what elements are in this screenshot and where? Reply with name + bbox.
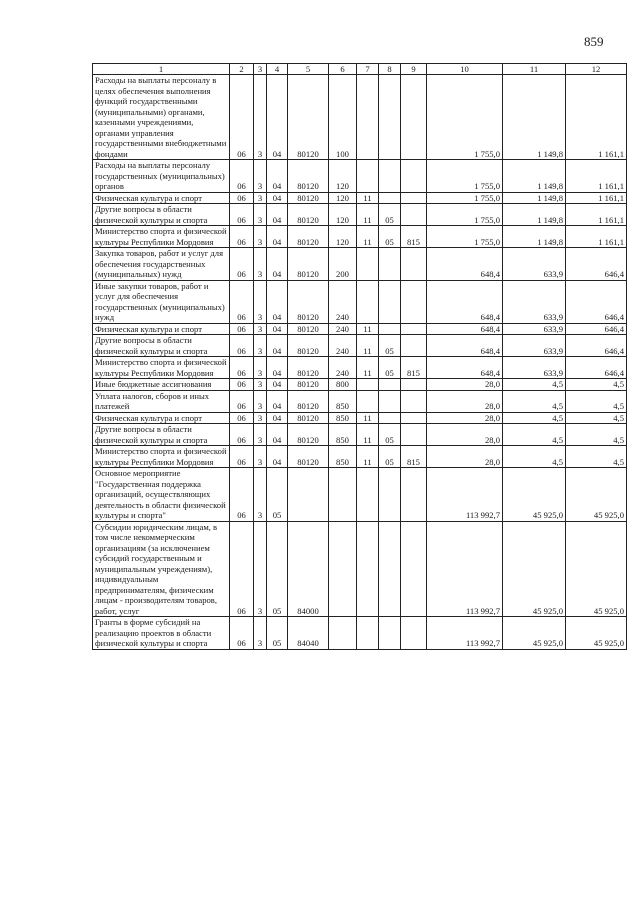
code-cell: 04 [267, 160, 288, 193]
amount-cell: 113 992,7 [427, 468, 503, 522]
amount-cell: 45 925,0 [566, 521, 627, 617]
amount-cell: 1 161,1 [566, 160, 627, 193]
code-cell: 04 [267, 335, 288, 357]
code-cell [401, 412, 427, 424]
budget-table [92, 63, 627, 650]
code-cell: 05 [379, 204, 401, 226]
code-cell: 84000 [288, 521, 329, 617]
amount-cell: 28,0 [427, 379, 503, 391]
code-cell [401, 521, 427, 617]
code-cell: 3 [254, 446, 267, 468]
amount-cell: 4,5 [503, 446, 566, 468]
amount-cell: 28,0 [427, 424, 503, 446]
code-cell: 06 [230, 280, 254, 323]
amount-cell: 633,9 [503, 335, 566, 357]
code-cell [401, 468, 427, 522]
code-cell: 06 [230, 75, 254, 160]
code-cell: 800 [329, 379, 357, 391]
row-label: Физическая культура и спорт [93, 323, 230, 335]
code-cell: 06 [230, 335, 254, 357]
amount-cell: 646,4 [566, 357, 627, 379]
amount-cell: 633,9 [503, 323, 566, 335]
code-cell: 06 [230, 446, 254, 468]
code-cell: 04 [267, 75, 288, 160]
code-cell: 06 [230, 468, 254, 522]
code-cell: 3 [254, 379, 267, 391]
code-cell: 05 [267, 521, 288, 617]
code-cell: 3 [254, 75, 267, 160]
code-cell: 06 [230, 617, 254, 650]
code-cell [401, 390, 427, 412]
code-cell: 04 [267, 412, 288, 424]
code-cell: 04 [267, 226, 288, 248]
code-cell: 80120 [288, 390, 329, 412]
code-cell: 04 [267, 424, 288, 446]
row-label: Физическая культура и спорт [93, 192, 230, 204]
amount-cell: 633,9 [503, 280, 566, 323]
code-cell [401, 75, 427, 160]
table-row [93, 323, 627, 335]
amount-cell: 1 149,8 [503, 226, 566, 248]
code-cell: 80120 [288, 424, 329, 446]
table-row [93, 226, 627, 248]
amount-cell: 1 161,1 [566, 75, 627, 160]
amount-cell: 648,4 [427, 323, 503, 335]
code-cell: 11 [357, 204, 379, 226]
code-cell [401, 280, 427, 323]
code-cell: 80120 [288, 280, 329, 323]
code-cell: 05 [379, 335, 401, 357]
table-row [93, 412, 627, 424]
code-cell: 04 [267, 280, 288, 323]
column-header: 3 [254, 64, 267, 75]
amount-cell: 4,5 [566, 446, 627, 468]
code-cell [379, 390, 401, 412]
code-cell: 06 [230, 357, 254, 379]
code-cell: 05 [379, 226, 401, 248]
amount-cell: 1 149,8 [503, 204, 566, 226]
column-header: 7 [357, 64, 379, 75]
code-cell [379, 468, 401, 522]
row-label: Министерство спорта и физической культуры Республики Мордовия [93, 446, 230, 468]
column-header: 12 [566, 64, 627, 75]
code-cell [329, 521, 357, 617]
table-row [93, 468, 627, 522]
code-cell: 06 [230, 160, 254, 193]
amount-cell: 4,5 [566, 379, 627, 391]
code-cell [401, 323, 427, 335]
row-label: Закупка товаров, работ и услуг для обеспечения государственных (муниципальных) нужд [93, 248, 230, 281]
code-cell: 04 [267, 192, 288, 204]
header-row [93, 64, 627, 75]
table-row [93, 446, 627, 468]
code-cell: 100 [329, 75, 357, 160]
code-cell [357, 379, 379, 391]
code-cell: 80120 [288, 412, 329, 424]
amount-cell: 4,5 [503, 424, 566, 446]
table-row [93, 280, 627, 323]
code-cell [379, 617, 401, 650]
code-cell: 80120 [288, 160, 329, 193]
code-cell: 06 [230, 379, 254, 391]
amount-cell: 4,5 [503, 390, 566, 412]
code-cell: 06 [230, 412, 254, 424]
column-header: 9 [401, 64, 427, 75]
code-cell: 80120 [288, 335, 329, 357]
code-cell [357, 617, 379, 650]
amount-cell: 1 755,0 [427, 204, 503, 226]
code-cell [357, 521, 379, 617]
code-cell: 3 [254, 160, 267, 193]
column-header: 4 [267, 64, 288, 75]
code-cell [357, 160, 379, 193]
code-cell [379, 280, 401, 323]
code-cell: 80120 [288, 204, 329, 226]
code-cell: 815 [401, 226, 427, 248]
code-cell [379, 248, 401, 281]
code-cell [357, 280, 379, 323]
amount-cell: 4,5 [566, 412, 627, 424]
code-cell [379, 323, 401, 335]
code-cell: 04 [267, 379, 288, 391]
amount-cell: 4,5 [503, 379, 566, 391]
amount-cell: 1 755,0 [427, 226, 503, 248]
code-cell: 850 [329, 412, 357, 424]
code-cell: 815 [401, 446, 427, 468]
code-cell: 06 [230, 248, 254, 281]
amount-cell: 4,5 [566, 424, 627, 446]
code-cell [379, 412, 401, 424]
table-row [93, 617, 627, 650]
code-cell: 04 [267, 323, 288, 335]
row-label: Другие вопросы в области физической культуры и спорта [93, 204, 230, 226]
amount-cell: 1 755,0 [427, 75, 503, 160]
code-cell [357, 75, 379, 160]
code-cell [379, 160, 401, 193]
code-cell: 120 [329, 204, 357, 226]
code-cell: 3 [254, 617, 267, 650]
code-cell: 06 [230, 323, 254, 335]
code-cell: 850 [329, 390, 357, 412]
code-cell [379, 521, 401, 617]
amount-cell: 45 925,0 [503, 468, 566, 522]
code-cell [357, 468, 379, 522]
column-header: 8 [379, 64, 401, 75]
code-cell: 04 [267, 357, 288, 379]
code-cell: 3 [254, 335, 267, 357]
code-cell: 11 [357, 323, 379, 335]
row-label: Иные закупки товаров, работ и услуг для обеспечения государственных (муниципальных) нужд [93, 280, 230, 323]
amount-cell: 646,4 [566, 323, 627, 335]
code-cell: 04 [267, 390, 288, 412]
code-cell: 3 [254, 323, 267, 335]
amount-cell: 4,5 [566, 390, 627, 412]
table-row [93, 390, 627, 412]
table-row [93, 357, 627, 379]
code-cell: 05 [267, 468, 288, 522]
code-cell: 11 [357, 357, 379, 379]
code-cell: 04 [267, 204, 288, 226]
code-cell: 80120 [288, 192, 329, 204]
column-header: 10 [427, 64, 503, 75]
code-cell: 05 [379, 357, 401, 379]
table-row [93, 248, 627, 281]
code-cell: 06 [230, 521, 254, 617]
amount-cell: 1 149,8 [503, 75, 566, 160]
code-cell: 11 [357, 226, 379, 248]
code-cell: 80120 [288, 75, 329, 160]
amount-cell: 648,4 [427, 280, 503, 323]
row-label: Министерство спорта и физической культуры Республики Мордовия [93, 226, 230, 248]
row-label: Расходы на выплаты персоналу в целях обеспечения выполнения функций государственными (муниципальными) органами, казенными учреждениями, органами управления государственными внебюджетными фондами [93, 75, 230, 160]
column-header: 1 [93, 64, 230, 75]
row-label: Иные бюджетные ассигнования [93, 379, 230, 391]
code-cell: 3 [254, 248, 267, 281]
table-row [93, 424, 627, 446]
amount-cell: 648,4 [427, 335, 503, 357]
code-cell [329, 617, 357, 650]
code-cell: 80120 [288, 379, 329, 391]
amount-cell: 646,4 [566, 280, 627, 323]
code-cell: 05 [267, 617, 288, 650]
code-cell [401, 192, 427, 204]
table-row [93, 75, 627, 160]
row-label: Министерство спорта и физической культуры Республики Мордовия [93, 357, 230, 379]
row-label: Уплата налогов, сборов и иных платежей [93, 390, 230, 412]
code-cell: 120 [329, 226, 357, 248]
code-cell [401, 160, 427, 193]
amount-cell: 648,4 [427, 357, 503, 379]
code-cell [379, 75, 401, 160]
column-header: 2 [230, 64, 254, 75]
code-cell: 11 [357, 412, 379, 424]
amount-cell: 646,4 [566, 335, 627, 357]
code-cell [401, 379, 427, 391]
code-cell [357, 390, 379, 412]
code-cell: 11 [357, 335, 379, 357]
code-cell: 06 [230, 424, 254, 446]
code-cell: 3 [254, 192, 267, 204]
amount-cell: 1 149,8 [503, 160, 566, 193]
column-header: 11 [503, 64, 566, 75]
amount-cell: 646,4 [566, 248, 627, 281]
table-row [93, 335, 627, 357]
code-cell: 80120 [288, 357, 329, 379]
amount-cell: 1 161,1 [566, 192, 627, 204]
code-cell: 3 [254, 390, 267, 412]
code-cell: 80120 [288, 248, 329, 281]
code-cell: 3 [254, 468, 267, 522]
code-cell: 04 [267, 248, 288, 281]
code-cell: 240 [329, 335, 357, 357]
code-cell: 240 [329, 323, 357, 335]
code-cell: 80120 [288, 323, 329, 335]
amount-cell: 45 925,0 [503, 521, 566, 617]
code-cell: 06 [230, 390, 254, 412]
code-cell: 3 [254, 204, 267, 226]
amount-cell: 1 161,1 [566, 226, 627, 248]
code-cell: 850 [329, 424, 357, 446]
row-label: Основное мероприятие "Государственная поддержка организаций, осуществляющих деятельность в области физической культуры и спорта" [93, 468, 230, 522]
amount-cell: 633,9 [503, 248, 566, 281]
amount-cell: 28,0 [427, 446, 503, 468]
amount-cell: 28,0 [427, 390, 503, 412]
column-header: 6 [329, 64, 357, 75]
amount-cell: 45 925,0 [503, 617, 566, 650]
amount-cell: 4,5 [503, 412, 566, 424]
code-cell: 06 [230, 204, 254, 226]
code-cell: 3 [254, 357, 267, 379]
code-cell: 3 [254, 280, 267, 323]
column-header: 5 [288, 64, 329, 75]
table-row [93, 204, 627, 226]
table-row [93, 192, 627, 204]
amount-cell: 113 992,7 [427, 521, 503, 617]
amount-cell: 633,9 [503, 357, 566, 379]
code-cell [401, 617, 427, 650]
amount-cell: 1 161,1 [566, 204, 627, 226]
code-cell: 06 [230, 192, 254, 204]
code-cell [401, 248, 427, 281]
code-cell: 11 [357, 424, 379, 446]
code-cell [357, 248, 379, 281]
code-cell: 240 [329, 357, 357, 379]
row-label: Физическая культура и спорт [93, 412, 230, 424]
code-cell: 80120 [288, 446, 329, 468]
row-label: Другие вопросы в области физической культуры и спорта [93, 335, 230, 357]
code-cell: 11 [357, 446, 379, 468]
code-cell: 120 [329, 192, 357, 204]
code-cell [379, 379, 401, 391]
amount-cell: 45 925,0 [566, 617, 627, 650]
code-cell [288, 468, 329, 522]
page-number: 859 [584, 34, 604, 49]
code-cell [401, 424, 427, 446]
table-row [93, 521, 627, 617]
code-cell: 11 [357, 192, 379, 204]
amount-cell: 28,0 [427, 412, 503, 424]
row-label: Расходы на выплаты персоналу государственных (муниципальных) органов [93, 160, 230, 193]
code-cell: 240 [329, 280, 357, 323]
amount-cell: 45 925,0 [566, 468, 627, 522]
row-label: Другие вопросы в области физической культуры и спорта [93, 424, 230, 446]
row-label: Субсидии юридическим лицам, в том числе некоммерческим организациям (за исключением субсидий государственным и муниципальным учреждениям), индивидуальным предпринимателям, физическим лицам - производителям товаров, работ, услуг [93, 521, 230, 617]
code-cell: 850 [329, 446, 357, 468]
amount-cell: 113 992,7 [427, 617, 503, 650]
code-cell [379, 192, 401, 204]
code-cell: 3 [254, 226, 267, 248]
code-cell: 05 [379, 446, 401, 468]
table-row [93, 160, 627, 193]
amount-cell: 1 755,0 [427, 192, 503, 204]
amount-cell: 1 755,0 [427, 160, 503, 193]
code-cell: 84040 [288, 617, 329, 650]
code-cell: 06 [230, 226, 254, 248]
amount-cell: 648,4 [427, 248, 503, 281]
code-cell [329, 468, 357, 522]
code-cell: 05 [379, 424, 401, 446]
code-cell [401, 335, 427, 357]
code-cell: 3 [254, 521, 267, 617]
code-cell: 815 [401, 357, 427, 379]
amount-cell: 1 149,8 [503, 192, 566, 204]
code-cell: 200 [329, 248, 357, 281]
code-cell: 120 [329, 160, 357, 193]
row-label: Гранты в форме субсидий на реализацию проектов в области физической культуры и спорта [93, 617, 230, 650]
code-cell: 80120 [288, 226, 329, 248]
code-cell: 3 [254, 424, 267, 446]
table-row [93, 379, 627, 391]
code-cell [401, 204, 427, 226]
code-cell: 04 [267, 446, 288, 468]
code-cell: 3 [254, 412, 267, 424]
